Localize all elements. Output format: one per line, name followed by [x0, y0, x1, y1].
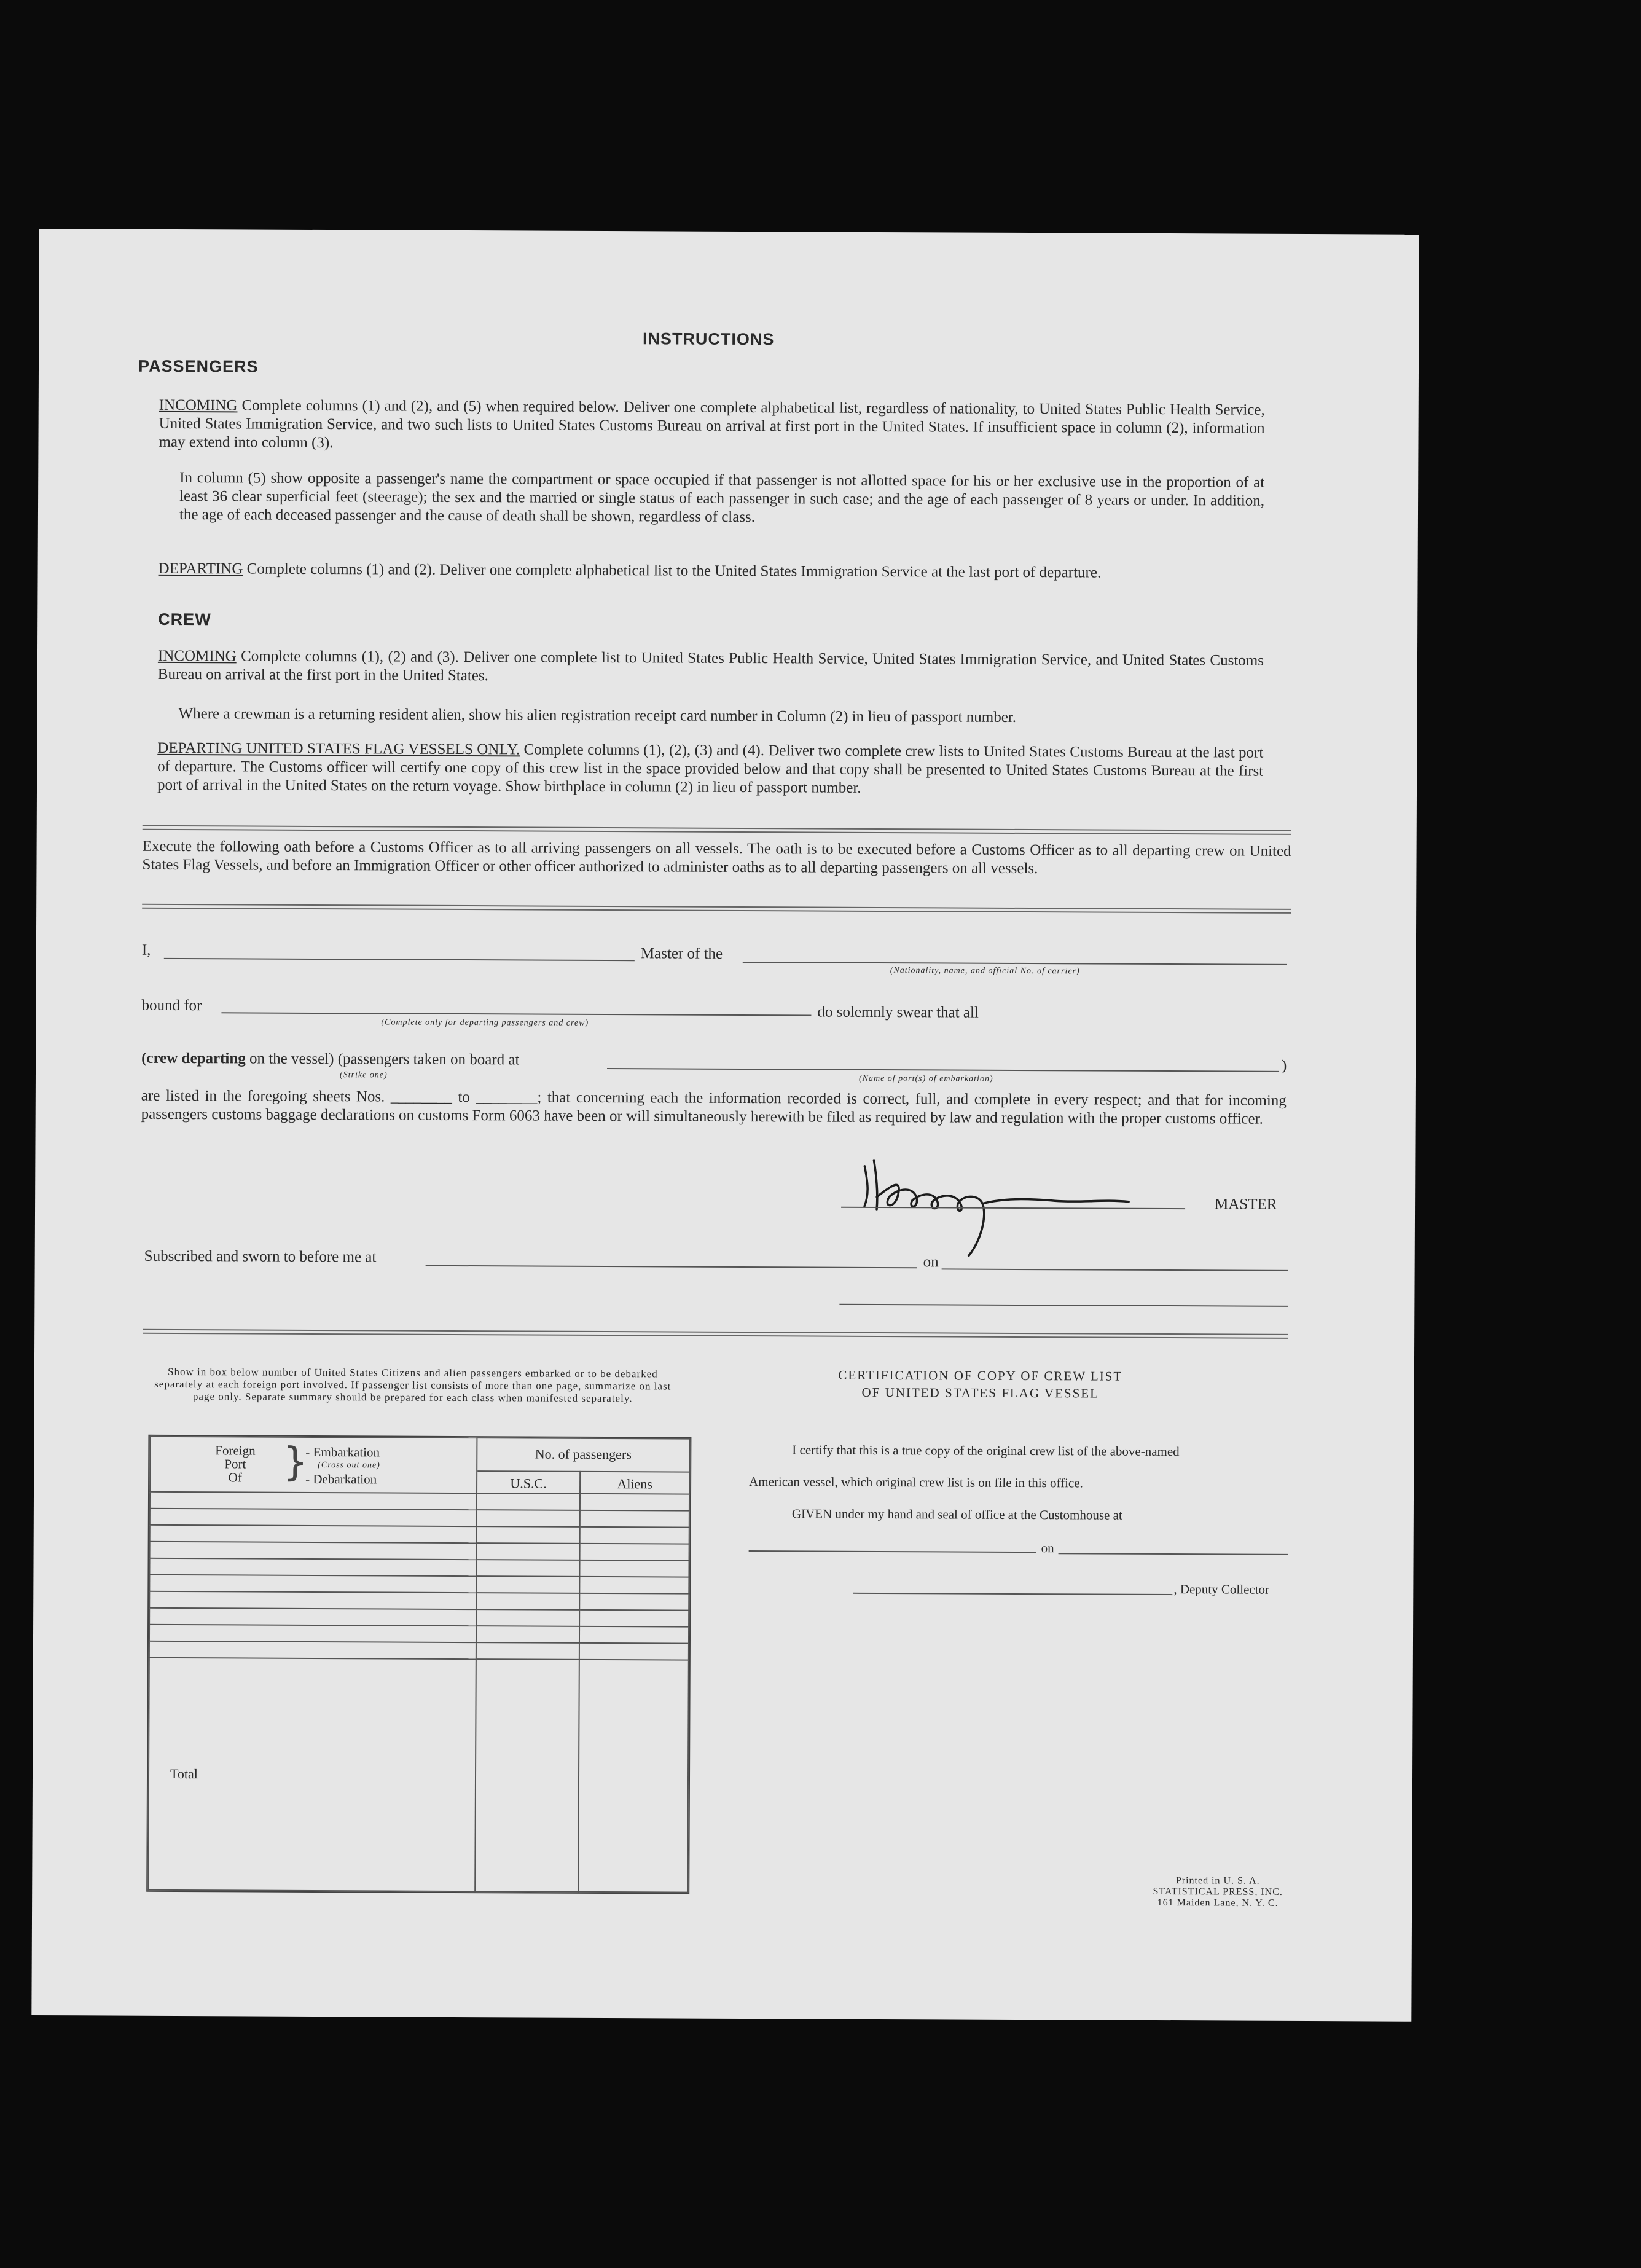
crew-incoming-paragraph — [158, 647, 1264, 689]
table-row — [150, 1509, 689, 1528]
subscribed-date-line[interactable] — [942, 1268, 1288, 1271]
printer-line3: 161 Maiden Lane, N. Y. C. — [1157, 1897, 1279, 1909]
passengers-taken-text: (passengers taken on board at — [337, 1051, 520, 1069]
passengers-header-cell — [477, 1438, 689, 1494]
port-header-cell — [150, 1437, 477, 1493]
table-row — [150, 1492, 689, 1511]
customhouse-line[interactable] — [749, 1550, 1036, 1553]
passengers-departing-text: Complete columns (1) and (2). Deliver one complete alphabetical list to the United States Immigration Service at the last port of departure. — [246, 560, 1102, 581]
oath-i-label: I, — [141, 941, 151, 959]
master-of-label: Master of the — [640, 945, 723, 962]
crew-incoming-text: Complete columns (1), (2) and (3). Deliver one complete list to United States Public Health Service, United States Immigration Service, and United States Customs Bureau on arrival at the first port in the United States. — [157, 648, 1264, 685]
deputy-collector-label: , Deputy Collector — [1173, 1582, 1270, 1597]
total-usc-cell[interactable] — [475, 1659, 579, 1892]
strike-caption: (Strike one) — [339, 1070, 388, 1080]
crew-incoming-label: INCOMING — [157, 647, 237, 665]
listed-paragraph: are listed in the foregoing sheets Nos. ________ to ________; that concerning each the information recorded is correct, full, and complete in every respect; and that for incoming passengers customs baggage declarations on customs Form 6063 have been or will simultaneously herewith be filed as required by law and regulation with the proper customs officer. — [141, 1087, 1287, 1128]
certification-title — [747, 1366, 1214, 1402]
bound-for-line[interactable] — [221, 1012, 811, 1016]
certification-title-line2: OF UNITED STATES FLAG VESSEL — [861, 1384, 1100, 1401]
table-row — [149, 1608, 689, 1627]
printer-line1: Printed in U. S. A. — [1175, 1875, 1260, 1886]
table-row — [149, 1558, 689, 1577]
given-text: GIVEN under my hand and seal of office at the Customhouse at — [791, 1506, 1122, 1523]
embarkation-label: - Embarkation — [305, 1444, 380, 1460]
table-row — [149, 1575, 689, 1594]
certification-on-label: on — [1041, 1540, 1054, 1556]
divider — [143, 825, 1291, 835]
brace: } — [283, 1439, 308, 1485]
cross-out-caption: (Cross out one) — [318, 1460, 380, 1470]
crew-heading: CREW — [158, 610, 211, 629]
summary-table — [146, 1435, 691, 1894]
swear-label: do solemnly swear that all — [817, 1003, 979, 1021]
officer-signature-line[interactable] — [839, 1304, 1288, 1307]
passengers-departing-label: DEPARTING — [158, 560, 243, 578]
certification-title-line1: CERTIFICATION OF COPY OF CREW LIST — [838, 1367, 1123, 1384]
total-row — [148, 1658, 689, 1893]
passengers-incoming-text: Complete columns (1) and (2), and (5) when required below. Deliver one complete alphabetical list, regardless of nationality, to United States Public Health Service, United States Immigration Service, and two such lists to United States Customs Bureau on arrival at first port in the United States. If insufficient space in column (2), information may extend into column (3). — [159, 397, 1265, 452]
total-aliens-cell[interactable] — [578, 1660, 689, 1893]
of-label: Of — [228, 1470, 242, 1485]
subscribed-place-line[interactable] — [426, 1265, 917, 1268]
passengers-incoming-paragraph — [159, 396, 1264, 457]
on-vessel-text: on the vessel) — [249, 1050, 334, 1068]
table-row — [149, 1625, 689, 1644]
debarkation-label: - Debarkation — [305, 1471, 377, 1487]
port-label: Port — [224, 1456, 246, 1472]
bound-for-label: bound for — [141, 997, 202, 1014]
returning-resident-paragraph: Where a crewman is a returning resident alien, show his alien registration receipt card number in Column (2) in lieu of passport number. — [178, 705, 1017, 726]
close-paren: ) — [1282, 1057, 1287, 1074]
certify-line2: American vessel, which original crew list is on file in this office. — [749, 1474, 1083, 1491]
passengers-departing-paragraph — [159, 560, 1264, 583]
certification-date-line[interactable] — [1059, 1553, 1288, 1555]
divider — [143, 1329, 1288, 1339]
oath-intro: Execute the following oath before a Customs Officer as to all arriving passengers on all vessels. The oath is to be executed before a Customs Officer as to all departing crew on United States Flag Vessels, and before an Immigration Officer or other officer authorized to administer oaths as to all departing passengers on all vessels. — [142, 838, 1291, 877]
flag-vessels-label: DEPARTING UNITED STATES FLAG VESSELS ONLY. — [157, 739, 520, 758]
printer-imprint — [1126, 1875, 1310, 1909]
printer-line2: STATISTICAL PRESS, INC. — [1153, 1886, 1283, 1897]
flag-vessels-text: Complete columns (1), (2), (3) and (4). Deliver two complete crew lists to United States Customs Bureau at the last port of departure. The Customs officer will certify one copy of this crew list in the space provided below and that copy shall be presented to United States Customs Bureau at the first port of arrival in the United States on the return voyage. Show birthplace in column (2) in lieu of passport number. — [157, 741, 1264, 796]
aliens-label: Aliens — [617, 1476, 652, 1492]
certify-line1: I certify that this is a true copy of the original crew list of the above-named — [792, 1442, 1180, 1459]
column5-paragraph: In column (5) show opposite a passenger's name the compartment or space occupied if that passenger is not allotted space for his or her exclusive use in the proportion of at least 36 clear superficial feet (steerage); the sex and the married or single status of each passenger in such case; and the age of each passenger of 8 years or under. In addition, the age of each deceased passenger and the cause of death shall be shown, regardless of class. — [179, 469, 1265, 526]
foreign-label: Foreign — [215, 1443, 256, 1458]
table-row — [150, 1525, 689, 1544]
bound-for-caption: (Complete only for departing passengers and crew) — [381, 1018, 589, 1028]
summary-instructions: Show in box below number of United States Citizens and alien passengers embarked or to be debarked separately at each foreign port involved. If passenger list consists of more than one page, summarize on last page only. Separate summary should be prepared for each class when manifested separately. — [154, 1365, 672, 1405]
document-page — [31, 229, 1419, 2022]
usc-label: U.S.C. — [510, 1475, 547, 1491]
embarkation-ports-line[interactable] — [607, 1068, 1279, 1072]
master-name-line[interactable] — [164, 958, 635, 961]
page-title: INSTRUCTIONS — [642, 329, 775, 349]
subscribed-label: Subscribed and sworn to before me at — [144, 1247, 377, 1266]
carrier-caption: (Nationality, name, and official No. of carrier) — [890, 966, 1080, 976]
table-row — [149, 1591, 689, 1611]
table-row — [149, 1641, 689, 1660]
num-passengers-label: No. of passengers — [535, 1446, 632, 1462]
divider — [142, 904, 1291, 914]
passengers-heading: PASSENGERS — [138, 356, 259, 376]
ports-caption: (Name of port(s) of embarkation) — [858, 1073, 993, 1084]
deputy-collector-line[interactable] — [853, 1593, 1172, 1595]
crew-passengers-line — [141, 1050, 519, 1069]
table-row — [150, 1542, 689, 1561]
passengers-incoming-label: INCOMING — [159, 396, 238, 414]
summary-grid — [147, 1436, 690, 1893]
master-signature — [840, 1142, 1209, 1260]
total-label: Total — [148, 1658, 476, 1891]
flag-vessels-paragraph — [157, 739, 1263, 799]
subscribed-on-label: on — [923, 1254, 939, 1271]
crew-departing-text: (crew departing — [141, 1050, 246, 1067]
carrier-line[interactable] — [743, 962, 1287, 965]
master-label: MASTER — [1215, 1196, 1277, 1213]
